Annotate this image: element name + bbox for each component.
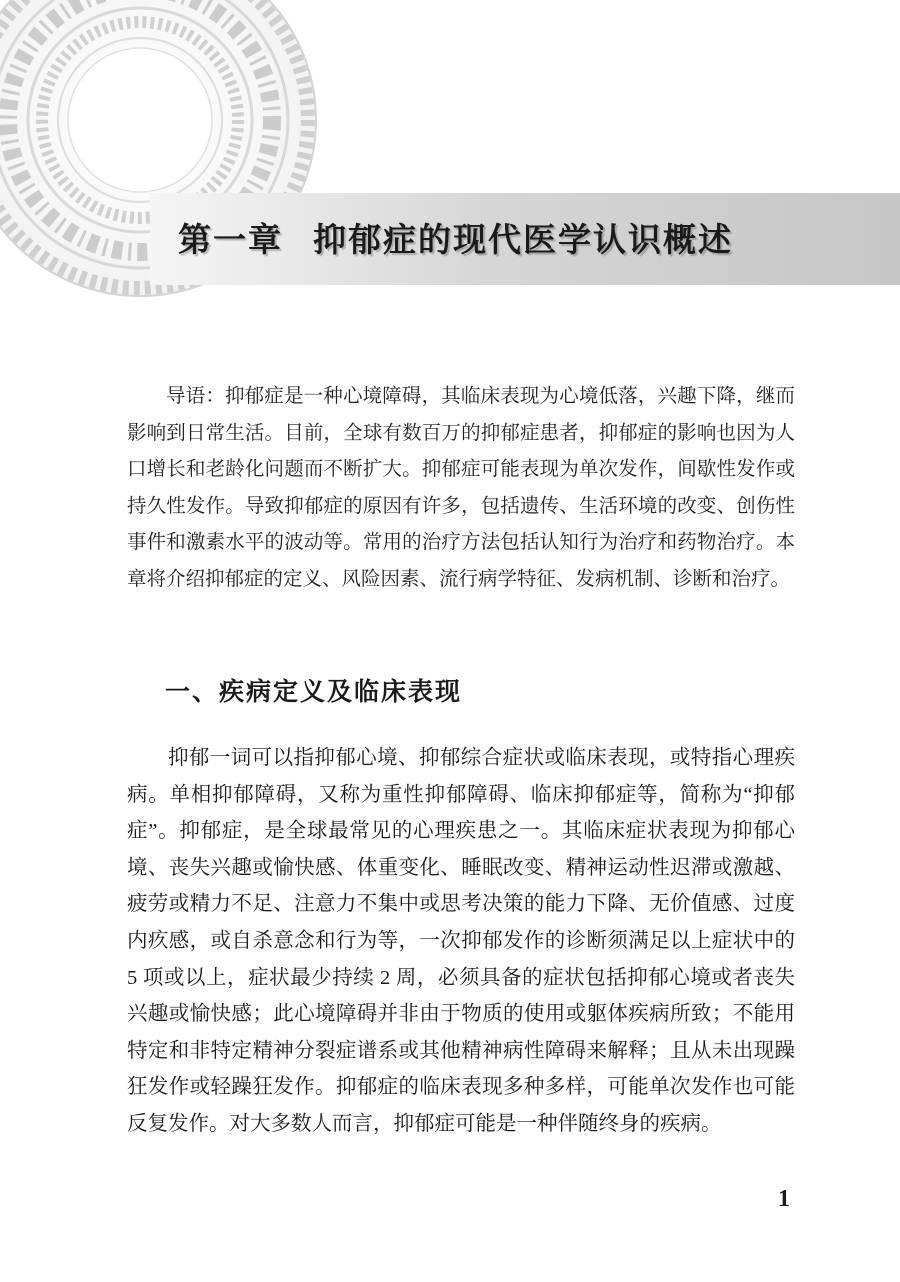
intro-paragraph: 导语：抑郁症是一种心境障碍，其临床表现为心境低落，兴趣下降，继而影响到日常生活。目前，全球有数百万的抑郁症患者，抑郁症的影响也因为人口增长和老龄化问题而不断扩大。抑郁症可能表现为单次发作，间歇性发作或持久性发作。导致抑郁症的原因有许多，包括遗传、生活环境的改变、创伤性事件和激素水平的波动等。常用的治疗方法包括认知行为治疗和药物治疗。本章将介绍抑郁症的定义、风险因素、流行病学特征、发病机制、诊断和治疗。 [127, 384, 795, 590]
chapter-title [178, 214, 733, 261]
chapter-title-text: 抑郁症的现代医学认识概述 [313, 220, 733, 259]
section-heading: 一、疾病定义及临床表现 [165, 677, 463, 706]
body-paragraph: 抑郁一词可以指抑郁心境、抑郁综合症状或临床表现，或特指心理疾病。单相抑郁障碍，又称为重性抑郁障碍、临床抑郁症等，简称为“抑郁症”。抑郁症，是全球最常见的心理疾患之一。其临床症状表现为抑郁心境、丧失兴趣或愉快感、体重变化、睡眠改变、精神运动性迟滞或激越、疲劳或精力不足、注意力不集中或思考决策的能力下降、无价值感、过度内疚感，或自杀意念和行为等，一次抑郁发作的诊断须满足以上症状中的 5 项或以上，症状最少持续 2 周，必须具备的症状包括抑郁心境或者丧失兴趣或愉快感；此心境障碍并非由于物质的使用或躯体疾病所致；不能用特定和非特定精神分裂症谱系或其他精神病性障碍来解释；且从未出现躁狂发作或轻躁狂发作。抑郁症的临床表现多种多样，可能单次发作也可能反复发作。对大多数人而言，抑郁症可能是一种伴随终身的疾病。 [127, 747, 795, 1135]
page-number: 1 [778, 1186, 790, 1212]
chapter-label: 第一章 [178, 220, 283, 259]
